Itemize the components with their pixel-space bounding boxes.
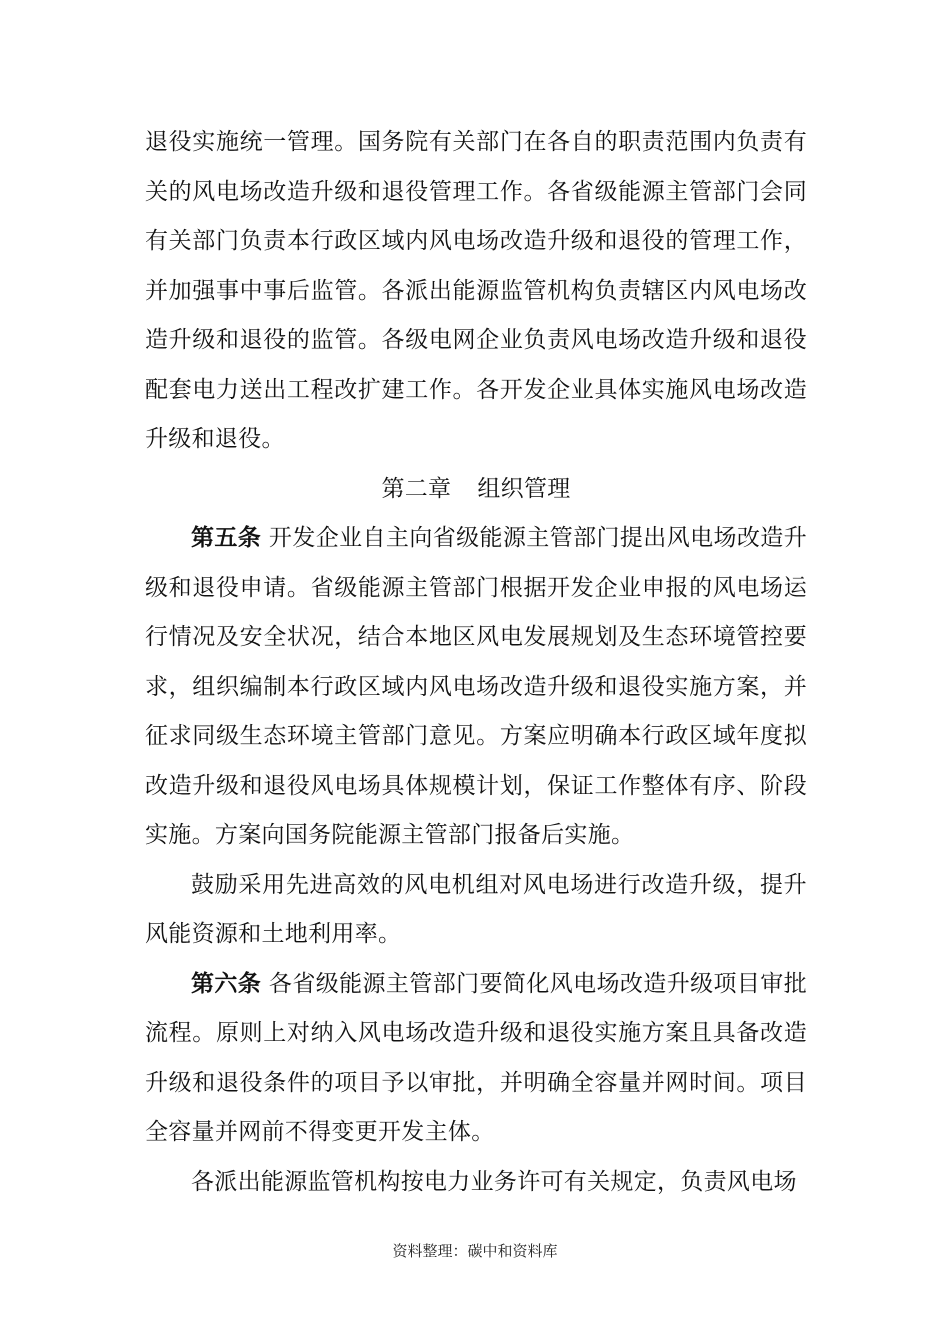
paragraph-continuation [145,118,807,465]
article-5-label: 第五条 [191,525,262,551]
paragraph-text: 各派出能源监管机构按电力业务许可有关规定，负责风电场 [191,1168,797,1195]
article-5-text: 开发企业自主向省级能源主管部门提出风电场改造升级和退役申请。省级能源主管部门根据开发企业申报的风电场运行情况及安全状况，结合本地区风电发展规划及生态环境管控要求，组织编制本行政区域内风电场改造升级和退役实施方案，并征求同级生态环境主管部门意见。方案应明确本行政区域年度拟改造升级和退役风电场具体规模计划，保证工作整体有序、阶段实施。方案向国务院能源主管部门报备后实施。 [145,525,807,848]
article-6-paragraph-2 [145,1158,807,1208]
article-6 [145,960,807,1158]
document-body [145,118,807,1207]
paragraph-text: 鼓励采用先进高效的风电机组对风电场进行改造升级，提升风能资源和土地利用率。 [145,871,807,947]
article-5 [145,514,807,861]
chapter-heading [145,465,807,515]
page-footer [0,1240,950,1261]
footer-text: 资料整理：碳中和资料库 [392,1242,558,1260]
article-5-paragraph-2 [145,861,807,960]
article-6-text: 各省级能源主管部门要简化风电场改造升级项目审批流程。原则上对纳入风电场改造升级和退役实施方案且具备改造升级和退役条件的项目予以审批，并明确全容量并网时间。项目全容量并网前不得变更开发主体。 [145,970,807,1145]
chapter-title: 组织管理 [477,475,571,502]
article-6-label: 第六条 [191,970,262,997]
chapter-number: 第二章 [381,475,452,502]
paragraph-text: 退役实施统一管理。国务院有关部门在各自的职责范围内负责有关的风电场改造升级和退役管理工作。各省级能源主管部门会同有关部门负责本行政区域内风电场改造升级和退役的管理工作，并加强事中事后监管。各派出能源监管机构负责辖区内风电场改造升级和退役的监管。各级电网企业负责风电场改造升级和退役配套电力送出工程改扩建工作。各开发企业具体实施风电场改造升级和退役。 [145,129,807,452]
